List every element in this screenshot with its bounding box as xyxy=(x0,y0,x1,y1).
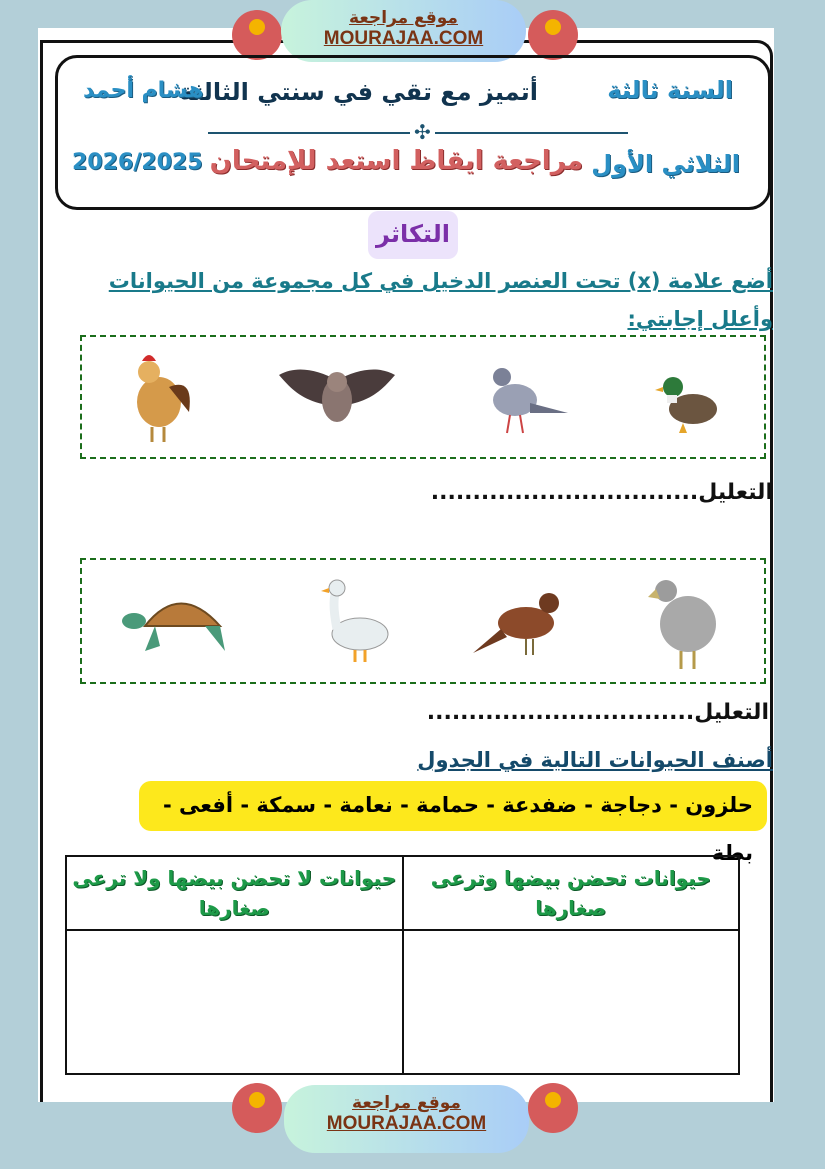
site-name: موقع مراجعة xyxy=(349,8,458,28)
worksheet-header xyxy=(55,55,771,210)
column-header-brooding: حيوانات تحضن بيضها وترعى صغارها xyxy=(403,856,740,930)
site-logo xyxy=(528,10,578,60)
justification-label: التعليل xyxy=(698,480,773,505)
site-domain[interactable]: MOURAJAA.COM xyxy=(323,28,484,49)
duck-icon[interactable] xyxy=(653,357,723,437)
answer-cell-non-brooding[interactable] xyxy=(66,930,403,1074)
goose-icon[interactable] xyxy=(315,574,395,669)
classification-table xyxy=(65,855,740,1075)
year: 2026/2025 xyxy=(72,150,203,175)
dodo-icon[interactable] xyxy=(646,569,726,674)
site-badge-top[interactable] xyxy=(281,0,526,62)
justification-1[interactable] xyxy=(431,480,773,505)
exercise1-instruction: أضع علامة (x) تحت العنصر الدخيل في كل مجموعة من الحيوانات وأعلل إجابتي: xyxy=(108,269,773,331)
site-badge-bottom[interactable] xyxy=(284,1085,529,1153)
site-logo xyxy=(528,1083,578,1133)
word-bank: حلزون - دجاجة - ضفدعة - حمامة - نعامة - سمكة - أفعى - بطة xyxy=(139,781,767,831)
pigeon-icon[interactable] xyxy=(480,355,570,440)
site-name: موقع مراجعة xyxy=(352,1093,461,1113)
justification-2[interactable] xyxy=(427,700,769,725)
animal-group-1 xyxy=(80,335,766,459)
turtle-icon[interactable] xyxy=(120,581,240,661)
animal-group-2 xyxy=(80,558,766,684)
answer-cell-brooding[interactable] xyxy=(403,930,740,1074)
bat-icon[interactable] xyxy=(277,360,397,435)
rooster-icon[interactable] xyxy=(124,347,194,447)
answer-line[interactable]: ................................ xyxy=(426,700,695,725)
author: هشام أحمد xyxy=(83,78,204,103)
title: أتميز مع تقي في سنتي الثالثة xyxy=(179,78,538,106)
justification-label: التعليل xyxy=(694,700,769,725)
site-logo xyxy=(232,10,282,60)
site-logo xyxy=(232,1083,282,1133)
subtitle: مراجعة ايقاظ استعد للإمتحان xyxy=(209,146,583,176)
ornament-icon: ✣ xyxy=(410,120,435,144)
exercise2-instruction: أصنف الحيوانات التالية في الجدول xyxy=(417,748,773,772)
level: السنة ثالثة xyxy=(607,76,733,104)
term: الثلاثي الأول xyxy=(591,150,740,178)
site-domain[interactable]: MOURAJAA.COM xyxy=(326,1113,487,1134)
topic-tag: التكاثر xyxy=(368,211,458,259)
answer-line[interactable]: ................................ xyxy=(430,480,699,505)
column-header-non-brooding: حيوانات لا تحضن بيضها ولا ترعى صغارها xyxy=(66,856,403,930)
sparrow-icon[interactable] xyxy=(471,581,571,661)
